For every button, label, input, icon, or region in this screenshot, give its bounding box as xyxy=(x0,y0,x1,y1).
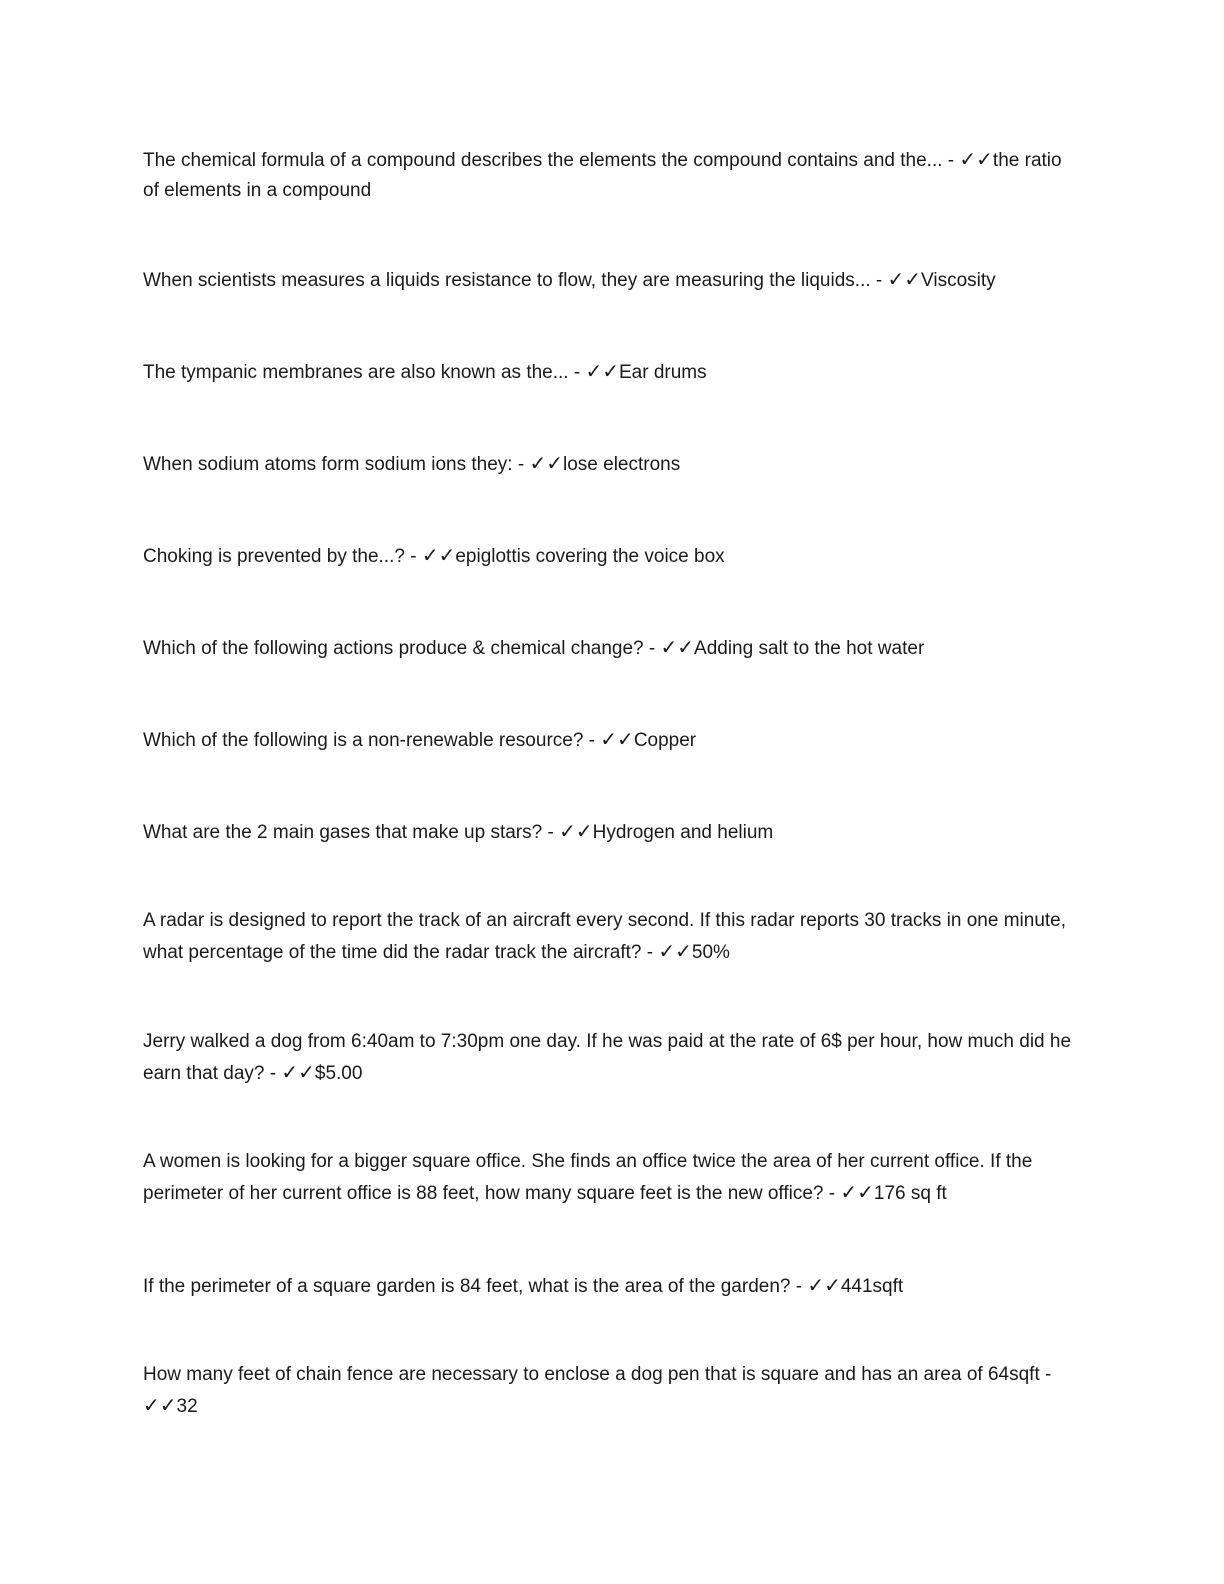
question-text: The tympanic membranes are also known as the... - xyxy=(143,362,586,383)
answer-text: lose electrons xyxy=(563,454,681,475)
answer-text: 441sqft xyxy=(840,1276,904,1297)
answer-text: $5.00 xyxy=(314,1063,363,1084)
double-check-icon: ✓✓ xyxy=(585,359,619,383)
answer-text: Adding salt to the hot water xyxy=(694,638,925,659)
qa-item xyxy=(143,264,1073,296)
question-text: A women is looking for a bigger square office. She finds an office twice the area of her current office. If the perimeter of her current office is 88 feet, how many square feet is the new office? - xyxy=(143,1151,1033,1204)
qa-item xyxy=(143,448,1073,480)
answer-text: Viscosity xyxy=(921,270,996,291)
qa-item xyxy=(143,906,1073,968)
answer-text: Ear drums xyxy=(619,362,707,383)
qa-item xyxy=(143,1360,1073,1422)
double-check-icon: ✓✓ xyxy=(807,1273,841,1297)
qa-item xyxy=(143,1147,1073,1209)
qa-item xyxy=(143,724,1073,756)
question-text: Jerry walked a dog from 6:40am to 7:30pm one day. If he was paid at the rate of 6$ per hour, how much did he earn that day? - xyxy=(143,1031,1072,1084)
double-check-icon: ✓✓ xyxy=(600,727,634,751)
double-check-icon: ✓✓ xyxy=(887,267,922,291)
double-check-icon: ✓✓ xyxy=(143,1393,177,1417)
question-text: The chemical formula of a compound describes the elements the compound contains and the... - xyxy=(143,150,960,171)
answer-text: Copper xyxy=(633,730,697,751)
qa-item xyxy=(143,1027,1073,1089)
answer-text: 50% xyxy=(691,942,730,963)
question-text: Choking is prevented by the...? - xyxy=(143,546,422,567)
question-text: When scientists measures a liquids resistance to flow, they are measuring the liquids... - xyxy=(143,270,888,291)
question-text: How many feet of chain fence are necessary to enclose a dog pen that is square and has an area of 64sqft - xyxy=(143,1364,1052,1385)
qa-item xyxy=(143,144,1073,206)
double-check-icon: ✓✓ xyxy=(660,635,695,659)
question-text: What are the 2 main gases that make up stars? - xyxy=(143,822,560,843)
answer-text: 176 sq ft xyxy=(873,1183,947,1204)
answer-text: 32 xyxy=(176,1396,198,1417)
double-check-icon: ✓✓ xyxy=(559,819,593,843)
double-check-icon: ✓✓ xyxy=(421,543,456,567)
qa-item xyxy=(143,816,1073,848)
qa-item xyxy=(143,632,1073,664)
qa-item xyxy=(143,1270,1073,1302)
qa-item xyxy=(143,540,1073,572)
double-check-icon: ✓✓ xyxy=(658,939,692,963)
double-check-icon: ✓✓ xyxy=(529,451,563,475)
question-text: Which of the following actions produce & chemical change? - xyxy=(143,638,661,659)
question-text: When sodium atoms form sodium ions they: - xyxy=(143,454,530,475)
qa-item xyxy=(143,356,1073,388)
double-check-icon: ✓✓ xyxy=(840,1180,874,1204)
question-text: A radar is designed to report the track of an aircraft every second. If this radar reports 30 tracks in one minute, what percentage of the time did the radar track the aircraft? - xyxy=(143,910,1067,963)
answer-text: Hydrogen and helium xyxy=(592,822,774,843)
question-text: Which of the following is a non-renewable resource? - xyxy=(143,730,601,751)
double-check-icon: ✓✓ xyxy=(959,147,993,171)
answer-text: epiglottis covering the voice box xyxy=(455,546,725,567)
answer-text: the ratio of elements in a compound xyxy=(143,150,1062,201)
question-text: If the perimeter of a square garden is 84 feet, what is the area of the garden? - xyxy=(143,1276,808,1297)
double-check-icon: ✓✓ xyxy=(281,1060,315,1084)
